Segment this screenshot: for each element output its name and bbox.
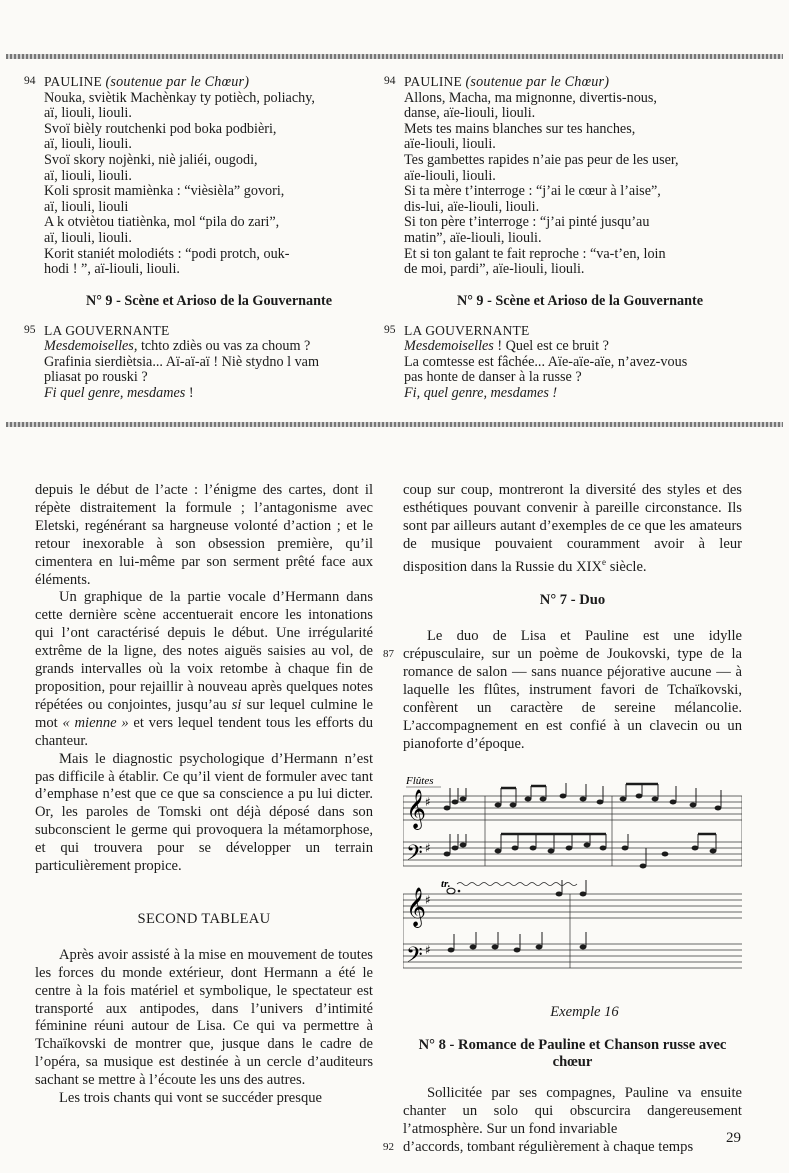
speaker-name: PAULINE [44,74,102,89]
stage-direction: (soutenue par le Chœur) [465,74,610,90]
top-rule [6,54,783,59]
notes-system-2 [448,891,587,952]
text-italic: « mienne » [62,714,129,731]
libretto-right-column [384,74,756,401]
lyric-line [44,386,374,402]
music-score [403,768,742,998]
body-right-column [383,482,742,1157]
half-note-icon [447,888,455,894]
bass-clef-icon: 𝄢 [406,942,423,973]
lyric-lines [44,355,374,386]
lyric-line: Grafinia sierdiètsia... Aï-aï-aï ! Niè stydno l vam [44,353,319,370]
lyric-line: aïe-liouli, liouli. [404,136,496,153]
sharp-icon: ♯ [425,892,431,907]
treble-clef-icon: 𝄞 [406,788,427,829]
paragraph-continuation [383,1139,742,1157]
lyric-italic: Fi, quel genre, mesdames ! [404,384,558,401]
lyric-text: tchto zdiès ou vas za choum ? [137,337,311,354]
lyric-italic: Fi quel genre, mesdames [44,384,186,401]
text-run: et vers lequel tendent tous les efforts du chanteur. [35,714,373,749]
lyric-line: Mets tes mains blanches sur tes hanches, [404,120,636,137]
libretto-block-pauline [384,74,756,278]
lyric-lines [404,91,756,278]
stage-direction: (soutenue par le Chœur) [105,74,250,90]
libretto-block-gouvernante [24,323,374,401]
libretto-number: 95 [24,324,36,337]
paragraph: Les trois chants qui vont se succéder presque [59,1090,323,1107]
paragraph: Sollicitée par ses compagnes, Pauline va ensuite chanter un solo qui obscurcira dangereusement l’atmosphère. Sur un fond invariable [403,1085,742,1138]
text-run: Un graphique de la partie vocale d’Hermann dans cette dernière scène accentuerait encore les intonations qui l’ont caractérisé depuis le début. Une irrégularité extrême de la ligne, des notes aiguës saisies au vol, de grands intervalles où la voix retombe à chaque fin de proposition, pour rejaillir à nouveau après quelques notes répétées ou conjointes, jusqu’au [35,589,373,713]
lyric-line: Svoï skory nojènki, niè jaliéi, ougodi, [44,151,258,168]
lyric-line [44,339,374,355]
speaker-line [404,74,756,91]
sharp-icon: ♯ [425,840,431,855]
lyric-line: A k otviètou tiatiènka, mol “pila do zari”, [44,214,280,231]
speaker-line [44,74,374,91]
lyric-italic: Mesdemoiselles, [44,337,138,354]
lyric-line: Svoï bièly routchenki pod boka podbièri, [44,120,277,137]
trill-mark: tr. [441,877,451,890]
superscript: e [602,556,607,567]
libretto-number: 95 [384,324,396,337]
libretto-number: 94 [24,75,36,87]
example-caption: Exemple 16 [550,1003,619,1020]
lyric-line: aï, liouli, liouli. [44,136,132,153]
treble-clef-icon: 𝄞 [406,886,427,927]
stems-system-2 [454,880,586,950]
lyric-line: dis-lui, aïe-liouli, liouli. [404,198,540,215]
text-italic: si [231,696,242,713]
section-heading: N° 7 - Duo [539,592,606,609]
paragraph: Mais le diagnostic psychologique d’Hermann n’est pas difficile à établir. Ce qu’il vient de formuler avec tant d’emphase n’est que ce que sa conscience a pu lui dicter. Or, les paroles de Tomski ont déjà déposé dans son subconscient le germe qui provoquera la métamorphose, et qui trouvera pour se développer un terrain particulièrement propice. [35,750,373,875]
lyric-line: Koli sprosit mamiènka : “vièsièla” govori, [44,183,285,200]
lyric-lines [404,355,756,386]
lyric-line: Nouka, sviètik Machènkay ty potièch, poliachy, [44,89,315,106]
paragraph-wrap [383,628,742,753]
page-number: 29 [726,1130,741,1146]
lyric-line: Tes gambettes rapides n’aie pas peur de les user, [404,151,679,168]
lyric-line: aï, liouli, liouli [44,198,129,215]
lyric-line: pas honte de danser à la russe ? [404,369,582,386]
section-title: N° 9 - Scène et Arioso de la Gouvernante [85,292,333,309]
text-run: coup sur coup, montreront la diversité des styles et des esthétiques pouvant convenir à pareille circonstance. Ils sont par ailleurs autant d’exemples de ce que les amateurs de musique pouvaient couramment avoir à leur disposition dans la Russie du XIX [403,482,742,575]
speaker-name: LA GOUVERNANTE [404,323,530,339]
section-title: N° 9 - Scène et Arioso de la Gouvernante [456,292,704,309]
staff-lines [403,894,742,968]
lyric-line: Et si ton galant te fait reproche : “va-t’en, loin [404,245,666,262]
libretto-block-pauline [24,74,374,278]
paragraph-line: d’accords, tombant régulièrement à chaque temps [403,1139,694,1156]
lyric-line: aï, liouli, liouli. [44,167,132,184]
lyric-line: aï, liouli, liouli. [44,105,132,122]
sharp-icon: ♯ [425,794,431,809]
music-example [403,768,742,1022]
dot-icon [458,889,461,892]
body-left-column [35,482,373,1108]
lyric-line: La comtesse est fâchée... Aïe-aïe-aïe, n’avez-vous [404,353,688,370]
lyric-line [404,339,756,355]
margin-number: 87 [383,648,394,661]
trill-line [457,882,577,885]
middle-rule [6,422,783,427]
lyric-italic: Mesdemoiselles [404,337,494,354]
margin-number: 92 [383,1141,394,1154]
score-label: Flûtes [406,774,434,787]
paragraph: Après avoir assisté à la mise en mouvement de toutes les forces du monde extérieur, dont Hermann a été le centre à la fois matériel et symbolique, le spectateur est transporté aux antipodes, dans l’univers d’intimité féminine réuni autour de Lisa. Ce qui va permettre à Tchaïkovski de montrer que, jusque dans le cadre de l’opéra, sa musique est destinée à un cercle d’auditeurs sachant se mettre à l’écoute les uns des autres. [35,946,373,1089]
section-heading: SECOND TABLEAU [137,910,271,927]
paragraph [35,589,373,750]
libretto-number: 94 [384,75,396,87]
paragraph: Le duo de Lisa et Pauline est une idylle crépusculaire, sur un poème de Joukovski, type de la romance de salon — sans nuance péjorative aucune — à laquelle les flûtes, instrument favori de Tchaïkovski, confèrent un caractère de sereine mélancolie. L’accompagnement en est confié à un clavecin ou un pianoforte d’époque. [403,628,742,752]
lyric-line: pliasat po rouski ? [44,369,148,386]
speaker-name: LA GOUVERNANTE [44,323,170,339]
paragraph: depuis le début de l’acte : l’énigme des cartes, dont il répète distraitement la formule ; l’antagonisme avec Eletski, regénérant sa hargneuse volonté d’action ; et le retour inexorable à son obsession première, qu’il cimentera en lui-même par son serment prêté face aux éléments. [35,482,373,588]
lyric-line: matin”, aïe-liouli, liouli. [404,229,542,246]
lyric-text: ! Quel est ce bruit ? [493,337,609,354]
stems-system-1 [450,783,721,866]
section-heading: N° 8 - Romance de Pauline et Chanson russe avec chœur [418,1037,727,1071]
bass-clef-icon: 𝄢 [406,840,423,871]
libretto-block-gouvernante [384,323,756,401]
lyric-text: ! [185,384,194,401]
sharp-icon: ♯ [425,942,431,957]
lyric-line: Allons, Macha, ma mignonne, divertis-nous, [404,89,657,106]
lyric-line: aïe-liouli, liouli. [404,167,496,184]
lyric-line: Si ta mère t’interroge : “j’ai le cœur à l’aise”, [404,183,661,200]
text-run: sur lequel culmine le mot [35,696,373,731]
speaker-name: PAULINE [404,74,462,89]
lyric-lines [44,91,374,278]
paragraph [403,482,742,576]
lyric-line [404,386,756,402]
text-run: siècle. [606,558,647,575]
lyric-line: aï, liouli, liouli. [44,229,132,246]
libretto-left-column [24,74,374,401]
lyric-line: de moi, pardi”, aïe-liouli, liouli. [404,261,585,278]
lyric-line: danse, aïe-liouli, liouli. [404,105,536,122]
lyric-line: Korit staniét molodiéts : “podi protch, ouk- [44,245,290,262]
lyric-line: hodi ! ”, aï-liouli, liouli. [44,261,180,278]
lyric-line: Si ton père t’interroge : “j’ai pinté jusqu’au [404,214,650,231]
